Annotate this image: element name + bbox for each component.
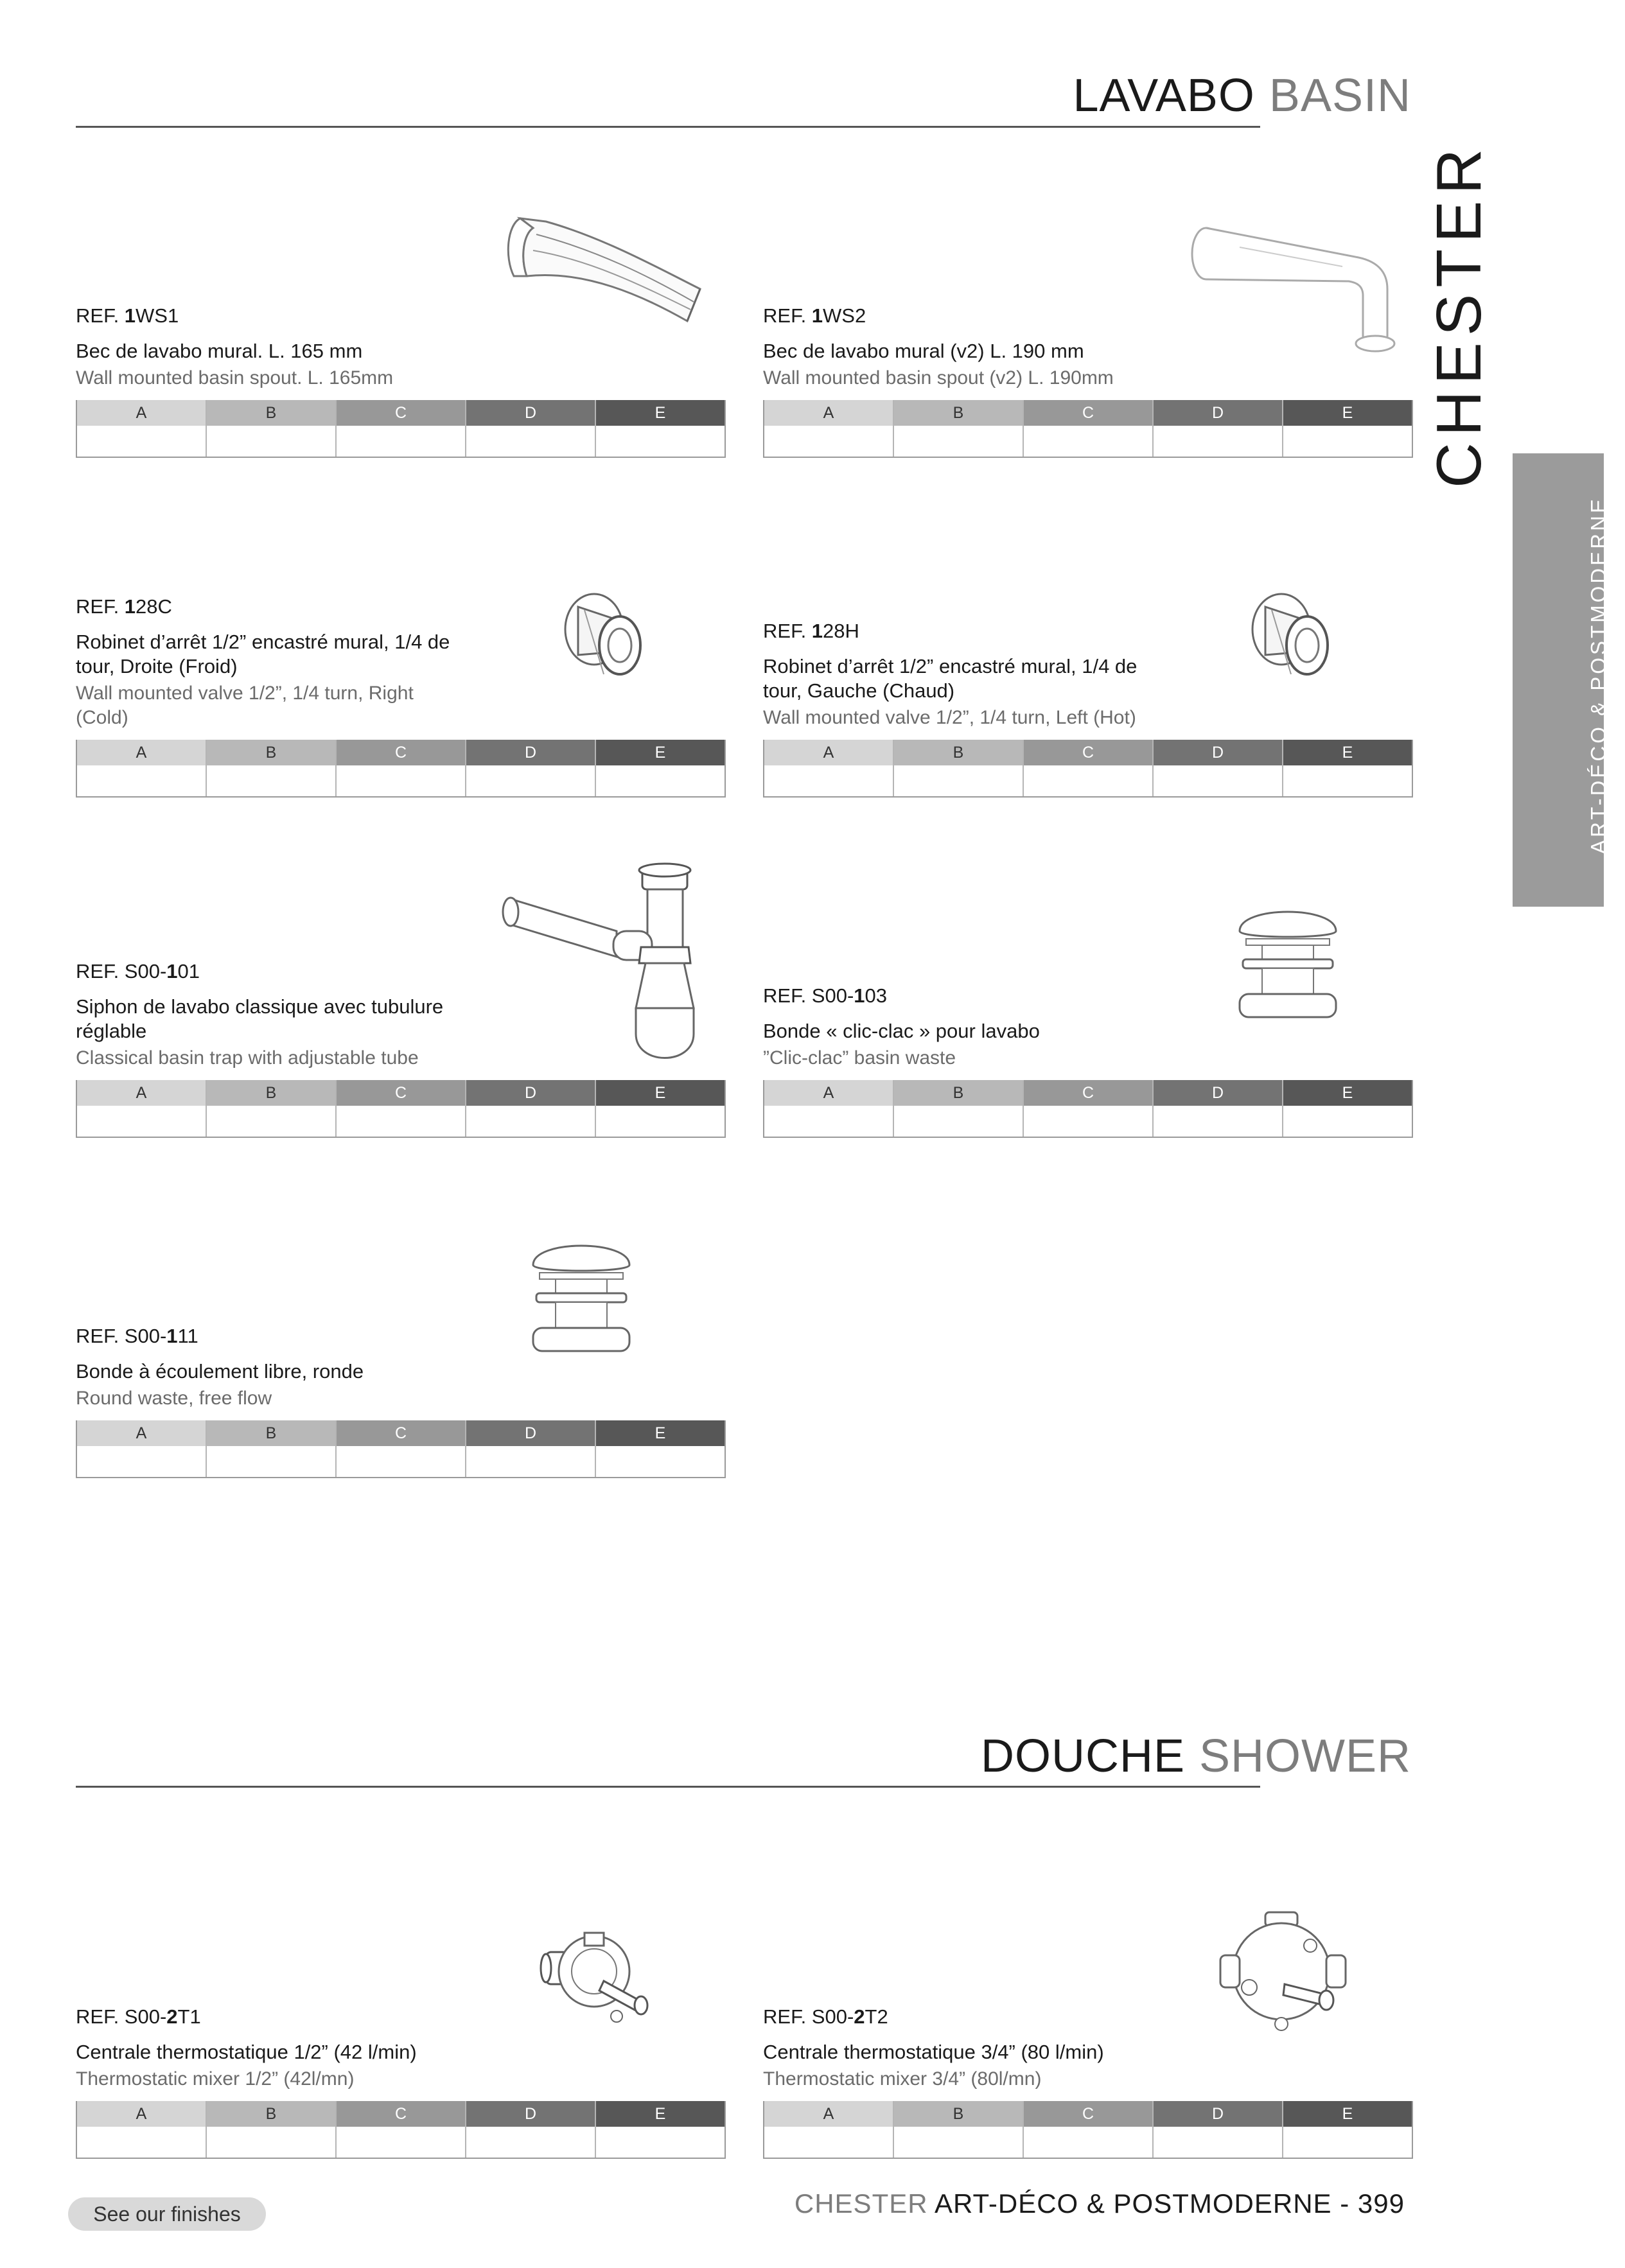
wall-spout-v2-icon <box>1182 218 1400 366</box>
product-ref: REF. S00-101 <box>76 960 200 982</box>
finish-column-c[interactable]: C <box>337 740 466 796</box>
finish-column-c[interactable]: C <box>337 400 466 457</box>
finish-table <box>763 2101 1413 2159</box>
footer-brand: CHESTER <box>794 2188 928 2219</box>
finish-column-c[interactable]: C <box>337 2101 466 2158</box>
product-ref: REF. S00-2T1 <box>76 2005 201 2028</box>
finish-column-c[interactable]: C <box>337 1080 466 1137</box>
product-description-fr: Robinet d’arrêt 1/2” encastré mural, 1/4 de tour, Droite (Froid) <box>76 631 450 677</box>
basin-waste-icon <box>1233 899 1342 1027</box>
finish-column-c[interactable]: C <box>1024 2101 1154 2158</box>
finish-table <box>763 1080 1413 1138</box>
finish-column-e[interactable]: E <box>596 2101 725 2158</box>
collection-side-tab-label: ART-DÉCO & POSTMODERNE <box>1586 496 1610 854</box>
thermostatic-mixer-icon <box>533 1920 662 2036</box>
product-card-128h <box>763 552 1413 798</box>
basin-trap-icon <box>495 860 707 1072</box>
product-card-128c <box>76 552 726 798</box>
section-divider <box>76 126 1260 128</box>
product-card-s00-101 <box>76 854 726 1138</box>
product-description-en: ”Clic-clac” basin waste <box>763 1047 956 1069</box>
product-ref: REF. 128C <box>76 595 172 618</box>
finish-column-d[interactable]: D <box>1154 1080 1283 1137</box>
finish-table <box>763 400 1413 458</box>
see-finishes-button[interactable]: See our finishes <box>68 2197 266 2231</box>
page-number: 399 <box>1357 2188 1405 2219</box>
product-description-fr: Bec de lavabo mural. L. 165 mm <box>76 340 363 362</box>
section-divider <box>76 1786 1260 1788</box>
finish-column-e[interactable]: E <box>596 1080 725 1137</box>
finish-column-a[interactable]: A <box>77 740 207 796</box>
finish-column-d[interactable]: D <box>1154 400 1283 457</box>
product-card-s00-2t1 <box>76 1901 726 2159</box>
product-description-en: Wall mounted valve 1/2”, 1/4 turn, Left (Hot) <box>763 707 1136 728</box>
finish-column-e[interactable]: E <box>1283 400 1412 457</box>
finish-table <box>76 400 726 458</box>
footer-collection: ART-DÉCO & POSTMODERNE <box>934 2188 1332 2219</box>
finish-column-d[interactable]: D <box>1154 740 1283 796</box>
finish-column-e[interactable]: E <box>1283 2101 1412 2158</box>
finish-table <box>76 740 726 798</box>
product-card-s00-103 <box>763 893 1413 1138</box>
section-title-shower <box>981 1730 1411 1783</box>
section-title-primary: DOUCHE <box>980 1731 1185 1782</box>
finish-column-a[interactable]: A <box>77 1080 207 1137</box>
product-description-fr: Siphon de lavabo classique avec tubulure réglable <box>76 995 444 1042</box>
finish-column-e[interactable]: E <box>596 400 725 457</box>
product-card-1ws1 <box>76 193 726 458</box>
product-description-fr: Bec de lavabo mural (v2) L. 190 mm <box>763 340 1084 362</box>
product-description-fr: Bonde à écoulement libre, ronde <box>76 1360 364 1383</box>
finish-column-c[interactable]: C <box>1024 400 1154 457</box>
section-title-secondary: BASIN <box>1269 70 1411 121</box>
finish-table <box>76 1420 726 1478</box>
finish-column-a[interactable]: A <box>764 1080 894 1137</box>
finish-table <box>76 2101 726 2159</box>
finish-column-e[interactable]: E <box>596 740 725 796</box>
finish-column-c[interactable]: C <box>337 1420 466 1477</box>
product-description-en: Thermostatic mixer 1/2” (42l/mn) <box>76 2068 355 2089</box>
finish-column-b[interactable]: B <box>894 400 1024 457</box>
finish-column-b[interactable]: B <box>207 400 337 457</box>
product-ref: REF. 1WS2 <box>763 304 866 327</box>
product-ref: REF. 128H <box>763 620 859 642</box>
product-ref: REF. 1WS1 <box>76 304 179 327</box>
finish-column-b[interactable]: B <box>207 1420 337 1477</box>
finish-column-a[interactable]: A <box>77 2101 207 2158</box>
finish-column-a[interactable]: A <box>77 400 207 457</box>
basin-waste-icon <box>527 1233 636 1361</box>
page-footer <box>795 2188 1405 2219</box>
finish-table <box>763 740 1413 798</box>
brand-vertical-label: CHESTER <box>1423 142 1494 488</box>
footer-separator: - <box>1340 2188 1350 2219</box>
finish-column-e[interactable]: E <box>1283 1080 1412 1137</box>
product-description-en: Wall mounted valve 1/2”, 1/4 turn, Right (Cold) <box>76 683 414 728</box>
finish-column-b[interactable]: B <box>894 2101 1024 2158</box>
finish-column-b[interactable]: B <box>207 1080 337 1137</box>
valve-icon <box>559 584 649 687</box>
product-description-fr: Centrale thermostatique 1/2” (42 l/min) <box>76 2041 417 2063</box>
wall-spout-icon <box>488 199 719 327</box>
product-description-fr: Bonde « clic-clac » pour lavabo <box>763 1020 1040 1042</box>
finish-column-d[interactable]: D <box>1154 2101 1283 2158</box>
finish-column-b[interactable]: B <box>894 740 1024 796</box>
product-description-en: Wall mounted basin spout (v2) L. 190mm <box>763 367 1114 388</box>
finish-column-a[interactable]: A <box>764 740 894 796</box>
product-card-1ws2 <box>763 193 1413 458</box>
product-ref: REF. S00-103 <box>763 984 888 1007</box>
finish-column-c[interactable]: C <box>1024 740 1154 796</box>
finish-column-a[interactable]: A <box>77 1420 207 1477</box>
finish-column-c[interactable]: C <box>1024 1080 1154 1137</box>
section-title-primary: LAVABO <box>1073 70 1255 121</box>
product-description-en: Classical basin trap with adjustable tube <box>76 1047 419 1069</box>
product-description-en: Wall mounted basin spout. L. 165mm <box>76 367 394 388</box>
product-ref: REF. S00-111 <box>76 1325 198 1347</box>
finish-table <box>76 1080 726 1138</box>
valve-icon <box>1246 584 1336 687</box>
section-title-basin <box>1073 69 1411 122</box>
finish-column-b[interactable]: B <box>894 1080 1024 1137</box>
product-ref: REF. S00-2T2 <box>763 2005 888 2028</box>
finish-column-a[interactable]: A <box>764 400 894 457</box>
finish-column-b[interactable]: B <box>207 2101 337 2158</box>
product-card-s00-2t2 <box>763 1901 1413 2159</box>
thermostatic-mixer-large-icon <box>1208 1907 1355 2036</box>
product-description-en: Round waste, free flow <box>76 1388 272 1409</box>
finish-column-d[interactable]: D <box>466 1420 596 1477</box>
product-card-s00-111 <box>76 1226 726 1478</box>
finish-column-b[interactable]: B <box>207 740 337 796</box>
section-title-secondary: SHOWER <box>1199 1731 1411 1782</box>
finish-column-d[interactable]: D <box>466 2101 596 2158</box>
product-description-fr: Centrale thermostatique 3/4” (80 l/min) <box>763 2041 1104 2063</box>
finish-column-a[interactable]: A <box>764 2101 894 2158</box>
finish-column-d[interactable]: D <box>466 1080 596 1137</box>
finish-column-d[interactable]: D <box>466 400 596 457</box>
product-description-en: Thermostatic mixer 3/4” (80l/mn) <box>763 2068 1042 2089</box>
finish-column-e[interactable]: E <box>1283 740 1412 796</box>
finish-column-e[interactable]: E <box>596 1420 725 1477</box>
finish-column-d[interactable]: D <box>466 740 596 796</box>
product-description-fr: Robinet d’arrêt 1/2” encastré mural, 1/4 de tour, Gauche (Chaud) <box>763 655 1138 702</box>
